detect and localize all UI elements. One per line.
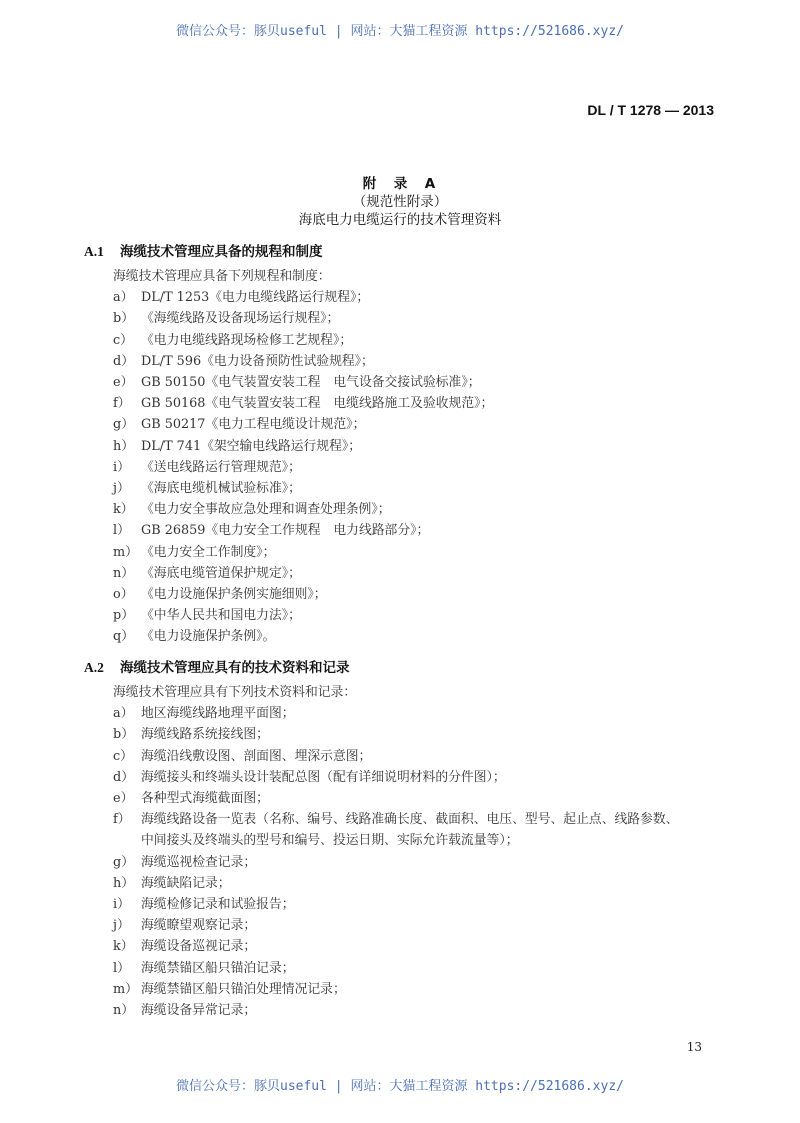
- item-text: DL/T 1253《电力电缆线路运行规程》；: [141, 290, 370, 306]
- item-label: h）: [113, 875, 135, 891]
- list-item: [113, 767, 678, 788]
- item-label: j）: [113, 481, 130, 497]
- item-text: 海缆检修记录和试验报告；: [141, 897, 295, 913]
- item-label: f）: [113, 396, 131, 412]
- list-item: [113, 788, 678, 809]
- section-title: 海缆技术管理应具有的技术资料和记录: [120, 660, 350, 676]
- item-text: 《电力设施保护条例实施细则》；: [141, 587, 327, 603]
- item-text: 海缆禁锚区船只锚泊记录；: [141, 960, 295, 976]
- section-heading-a2: [84, 656, 350, 676]
- list-item: [113, 626, 493, 647]
- item-label: e）: [113, 375, 134, 391]
- item-text: 《电力安全事故应急处理和调查处理条例》；: [141, 502, 391, 518]
- item-label: i）: [113, 897, 130, 913]
- item-label: h）: [113, 438, 135, 454]
- item-label: n）: [113, 565, 135, 581]
- section-a1-list: [113, 266, 493, 648]
- item-label: m）: [113, 981, 138, 997]
- item-label: g）: [113, 417, 134, 433]
- list-item: [113, 436, 493, 457]
- item-label: a）: [113, 290, 134, 306]
- item-text: 《中华人民共和国电力法》；: [141, 608, 301, 624]
- item-label: b）: [113, 311, 134, 327]
- item-text: 地区海缆线路地理平面图；: [141, 706, 295, 722]
- list-item: [113, 584, 493, 605]
- item-label: c）: [113, 748, 133, 764]
- section-a2-list: [113, 682, 678, 1021]
- item-label: o）: [113, 587, 134, 603]
- list-item: [113, 520, 493, 541]
- item-text: 《海底电缆管道保护规定》；: [141, 565, 301, 581]
- item-text: 海缆线路系统接线图；: [141, 727, 269, 743]
- list-item: [113, 351, 493, 372]
- list-item: [113, 605, 493, 626]
- list-item-continuation: [113, 830, 678, 851]
- item-text: 海缆禁锚区船只锚泊处理情况记录；: [141, 981, 346, 997]
- item-text: 《海底电缆机械试验标准》；: [141, 481, 301, 497]
- item-text: GB 50168《电气装置安装工程 电缆线路施工及验收规范》；: [141, 396, 494, 412]
- list-item: [113, 393, 493, 414]
- list-item: [113, 330, 493, 351]
- item-label: m）: [113, 544, 138, 560]
- item-label: e）: [113, 791, 134, 807]
- item-text: GB 50150《电气装置安装工程 电气设备交接试验标准》；: [141, 375, 481, 391]
- item-text: 海缆设备巡视记录；: [141, 939, 257, 955]
- item-text: 海缆设备异常记录；: [141, 1003, 257, 1019]
- item-label: g）: [113, 854, 134, 870]
- section-heading-a1: [84, 240, 323, 260]
- page-number: 13: [686, 1040, 702, 1054]
- item-label: d）: [113, 353, 134, 369]
- list-item: [113, 979, 678, 1000]
- item-label: a）: [113, 706, 134, 722]
- item-label: l）: [113, 523, 130, 539]
- list-item: [113, 542, 493, 563]
- item-label: l）: [113, 960, 130, 976]
- list-item: [113, 746, 678, 767]
- item-text: DL/T 596《电力设备预防性试验规程》；: [141, 353, 374, 369]
- section-intro: 海缆技术管理应具备下列规程和制度：: [113, 269, 331, 284]
- item-text: 《电力设施保护条例》。: [141, 629, 276, 645]
- list-item: [113, 457, 493, 478]
- list-item: [113, 724, 678, 745]
- list-item: [113, 308, 493, 329]
- item-label: i）: [113, 459, 130, 475]
- list-item: [113, 414, 493, 435]
- item-text: 海缆接头和终端头设计装配总图（配有详细说明材料的分件图）；: [141, 769, 506, 785]
- item-text: 《送电线路运行管理规范》；: [141, 459, 301, 475]
- item-text: 海缆巡视检查记录；: [141, 854, 257, 870]
- item-text: 海缆瞭望观察记录；: [141, 918, 257, 934]
- item-label: c）: [113, 332, 133, 348]
- item-text: DL/T 741《架空输电线路运行规程》；: [141, 438, 362, 454]
- list-item: [113, 852, 678, 873]
- watermark-bottom: 微信公众号：豚贝useful | 网站：大猫工程资源 https://521686.xyz/: [176, 1079, 624, 1094]
- section-number: A.1: [84, 244, 104, 259]
- item-text: GB 26859《电力安全工作规程 电力线路部分》；: [141, 523, 430, 539]
- list-item: [113, 499, 493, 520]
- list-item: [113, 936, 678, 957]
- item-label: f）: [113, 812, 131, 828]
- section-number: A.2: [84, 660, 104, 675]
- item-text: 《海缆线路及设备现场运行规程》；: [141, 311, 340, 327]
- item-text: 《电力安全工作制度》；: [141, 544, 276, 560]
- item-label: d）: [113, 769, 134, 785]
- item-text: 《电力电缆线路现场检修工艺规程》；: [141, 332, 353, 348]
- item-label: k）: [113, 502, 134, 518]
- item-text: GB 50217《电力工程电缆设计规范》；: [141, 417, 366, 433]
- list-item: [113, 1000, 678, 1021]
- watermark-top: 微信公众号：豚贝useful | 网站：大猫工程资源 https://521686.xyz/: [176, 24, 624, 39]
- list-item: [113, 915, 678, 936]
- section-title: 海缆技术管理应具备的规程和制度: [120, 244, 323, 260]
- list-item: [113, 958, 678, 979]
- list-item: [113, 809, 678, 830]
- item-label: n）: [113, 1003, 135, 1019]
- section-intro: 海缆技术管理应具有下列技术资料和记录：: [113, 685, 357, 700]
- item-label: k）: [113, 939, 134, 955]
- item-label: j）: [113, 918, 130, 934]
- list-item: [113, 703, 678, 724]
- item-text: 海缆线路设备一览表（名称、编号、线路准确长度、截面积、电压、型号、起止点、线路参数、: [141, 812, 679, 828]
- list-item: [113, 894, 678, 915]
- list-item: [113, 478, 493, 499]
- appendix-title: 附 录 A: [362, 176, 438, 192]
- appendix-type: （规范性附录）: [352, 194, 448, 210]
- list-item: [113, 563, 493, 584]
- item-label: b）: [113, 727, 134, 743]
- item-text: 海缆缺陷记录；: [141, 875, 231, 891]
- list-item: [113, 287, 493, 308]
- item-text: 海缆沿线敷设图、剖面图、埋深示意图；: [141, 748, 372, 764]
- item-label: p）: [113, 608, 134, 624]
- list-item: [113, 372, 493, 393]
- appendix-subtitle: 海底电力电缆运行的技术管理资料: [298, 212, 502, 228]
- item-text: 各种型式海缆截面图；: [141, 791, 269, 807]
- item-text: 中间接头及终端头的型号和编号、投运日期、实际允许载流量等）；: [141, 833, 519, 849]
- item-label: q）: [113, 629, 134, 645]
- list-item: [113, 873, 678, 894]
- document-code: DL / T 1278 — 2013: [587, 102, 714, 118]
